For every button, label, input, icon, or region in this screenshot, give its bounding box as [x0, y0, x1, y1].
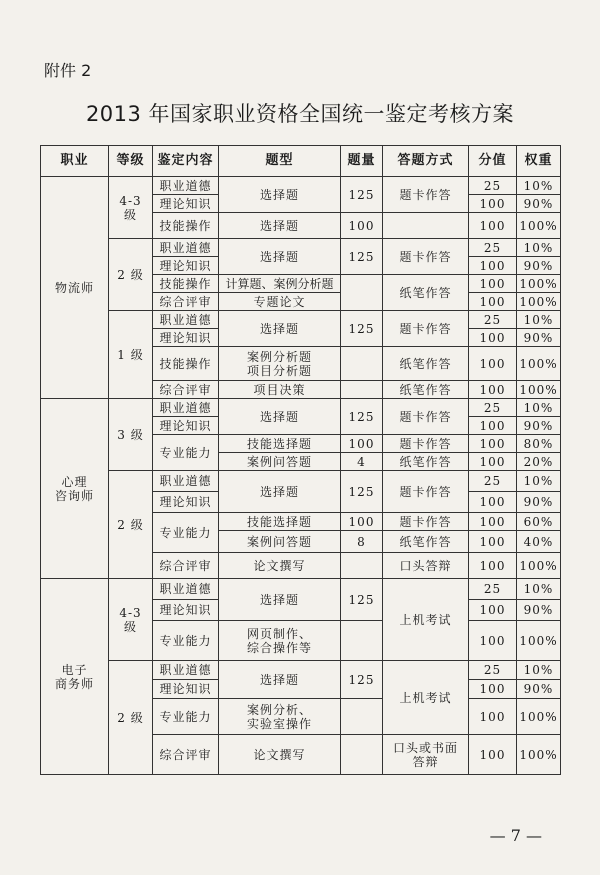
level-cell: 3 级	[109, 399, 153, 471]
assessment-table	[40, 145, 561, 775]
content-cell: 综合评审	[153, 553, 219, 579]
weight-cell: 90%	[517, 680, 561, 699]
header-content: 鉴定内容	[153, 146, 219, 177]
type-cell: 论文撰写	[219, 735, 341, 775]
quantity-cell	[341, 381, 383, 399]
score-cell: 100	[469, 513, 517, 531]
weight-cell: 90%	[517, 417, 561, 435]
quantity-cell: 125	[341, 471, 383, 513]
content-cell: 专业能力	[153, 435, 219, 471]
content-cell: 技能操作	[153, 213, 219, 239]
type-cell: 网页制作、 综合操作等	[219, 621, 341, 661]
type-cell: 选择题	[219, 399, 341, 435]
content-cell: 职业道德	[153, 661, 219, 680]
weight-cell: 10%	[517, 399, 561, 417]
quantity-cell: 125	[341, 177, 383, 213]
content-cell: 职业道德	[153, 177, 219, 195]
type-cell: 论文撰写	[219, 553, 341, 579]
score-cell: 100	[469, 699, 517, 735]
score-cell: 100	[469, 553, 517, 579]
weight-cell: 100%	[517, 347, 561, 381]
header-type: 题型	[219, 146, 341, 177]
score-cell: 100	[469, 329, 517, 347]
weight-cell: 100%	[517, 699, 561, 735]
weight-cell: 10%	[517, 239, 561, 257]
content-cell: 专业能力	[153, 621, 219, 661]
mode-cell: 题卡作答	[383, 239, 469, 275]
type-cell: 案例分析、 实验室操作	[219, 699, 341, 735]
type-cell: 专题论文	[219, 293, 341, 311]
weight-cell: 90%	[517, 492, 561, 513]
mode-cell: 纸笔作答	[383, 453, 469, 471]
weight-cell: 40%	[517, 531, 561, 553]
weight-cell: 100%	[517, 735, 561, 775]
type-cell: 案例问答题	[219, 453, 341, 471]
quantity-cell: 100	[341, 435, 383, 453]
mode-cell: 题卡作答	[383, 435, 469, 453]
type-cell: 选择题	[219, 213, 341, 239]
score-cell: 100	[469, 621, 517, 661]
score-cell: 100	[469, 275, 517, 293]
job-cell: 物流师	[41, 177, 109, 399]
mode-cell: 口头或书面 答辩	[383, 735, 469, 775]
table-row	[41, 239, 561, 257]
level-cell: 1 级	[109, 311, 153, 399]
score-cell: 25	[469, 471, 517, 492]
content-cell: 理论知识	[153, 257, 219, 275]
weight-cell: 100%	[517, 553, 561, 579]
score-cell: 100	[469, 453, 517, 471]
type-cell: 选择题	[219, 471, 341, 513]
score-cell: 25	[469, 399, 517, 417]
score-cell: 25	[469, 311, 517, 329]
mode-cell: 题卡作答	[383, 513, 469, 531]
header-mode: 答题方式	[383, 146, 469, 177]
mode-cell	[383, 213, 469, 239]
quantity-cell	[341, 621, 383, 661]
page-title: 2013 年国家职业资格全国统一鉴定考核方案	[85, 102, 515, 126]
table-row	[41, 311, 561, 329]
content-cell: 职业道德	[153, 579, 219, 600]
level-cell: 2 级	[109, 471, 153, 579]
type-cell: 案例问答题	[219, 531, 341, 553]
mode-cell: 题卡作答	[383, 471, 469, 513]
score-cell: 100	[469, 213, 517, 239]
score-cell: 100	[469, 381, 517, 399]
quantity-cell	[341, 699, 383, 735]
quantity-cell	[341, 735, 383, 775]
quantity-cell: 125	[341, 661, 383, 699]
header-job: 职业	[41, 146, 109, 177]
mode-cell: 纸笔作答	[383, 531, 469, 553]
score-cell: 100	[469, 435, 517, 453]
content-cell: 理论知识	[153, 329, 219, 347]
mode-cell: 纸笔作答	[383, 347, 469, 381]
content-cell: 技能操作	[153, 347, 219, 381]
table-row	[41, 661, 561, 680]
job-cell: 电子 商务师	[41, 579, 109, 775]
type-cell: 选择题	[219, 579, 341, 621]
content-cell: 综合评审	[153, 293, 219, 311]
header-row	[41, 146, 561, 177]
quantity-cell: 4	[341, 453, 383, 471]
mode-cell: 口头答辩	[383, 553, 469, 579]
weight-cell: 10%	[517, 661, 561, 680]
mode-cell: 题卡作答	[383, 399, 469, 435]
weight-cell: 80%	[517, 435, 561, 453]
weight-cell: 100%	[517, 381, 561, 399]
table-row	[41, 471, 561, 492]
quantity-cell: 8	[341, 531, 383, 553]
mode-cell: 纸笔作答	[383, 381, 469, 399]
type-cell: 计算题、案例分析题	[219, 275, 341, 293]
page-number: — 7 —	[489, 826, 542, 845]
content-cell: 职业道德	[153, 399, 219, 417]
type-cell: 技能选择题	[219, 513, 341, 531]
weight-cell: 20%	[517, 453, 561, 471]
weight-cell: 10%	[517, 177, 561, 195]
mode-cell: 题卡作答	[383, 311, 469, 347]
score-cell: 25	[469, 239, 517, 257]
score-cell: 100	[469, 492, 517, 513]
header-weight: 权重	[517, 146, 561, 177]
quantity-cell: 125	[341, 239, 383, 275]
content-cell: 理论知识	[153, 600, 219, 621]
type-cell: 选择题	[219, 661, 341, 699]
content-cell: 理论知识	[153, 417, 219, 435]
weight-cell: 90%	[517, 195, 561, 213]
type-cell: 项目决策	[219, 381, 341, 399]
score-cell: 100	[469, 417, 517, 435]
score-cell: 100	[469, 531, 517, 553]
annex-label: 附件 2	[44, 61, 92, 80]
header-quantity: 题量	[341, 146, 383, 177]
type-cell: 选择题	[219, 239, 341, 275]
type-cell: 选择题	[219, 311, 341, 347]
quantity-cell: 100	[341, 213, 383, 239]
quantity-cell: 100	[341, 513, 383, 531]
content-cell: 专业能力	[153, 699, 219, 735]
score-cell: 100	[469, 735, 517, 775]
score-cell: 100	[469, 600, 517, 621]
content-cell: 理论知识	[153, 680, 219, 699]
weight-cell: 90%	[517, 600, 561, 621]
score-cell: 100	[469, 680, 517, 699]
content-cell: 职业道德	[153, 239, 219, 257]
score-cell: 100	[469, 293, 517, 311]
table-row	[41, 177, 561, 195]
weight-cell: 90%	[517, 257, 561, 275]
score-cell: 25	[469, 177, 517, 195]
quantity-cell	[341, 553, 383, 579]
table-row	[41, 399, 561, 417]
content-cell: 理论知识	[153, 492, 219, 513]
mode-cell: 纸笔作答	[383, 275, 469, 311]
level-cell: 2 级	[109, 239, 153, 311]
weight-cell: 10%	[517, 311, 561, 329]
score-cell: 100	[469, 195, 517, 213]
level-cell: 4-3 级	[109, 579, 153, 661]
content-cell: 理论知识	[153, 195, 219, 213]
table-row	[41, 579, 561, 600]
header-score: 分值	[469, 146, 517, 177]
level-cell: 2 级	[109, 661, 153, 775]
mode-cell: 上机考试	[383, 661, 469, 735]
quantity-cell	[341, 347, 383, 381]
weight-cell: 100%	[517, 213, 561, 239]
weight-cell: 100%	[517, 293, 561, 311]
weight-cell: 90%	[517, 329, 561, 347]
type-cell: 选择题	[219, 177, 341, 213]
content-cell: 专业能力	[153, 513, 219, 553]
job-cell: 心理 咨询师	[41, 399, 109, 579]
score-cell: 25	[469, 579, 517, 600]
mode-cell: 上机考试	[383, 579, 469, 661]
quantity-cell	[341, 275, 383, 311]
quantity-cell: 125	[341, 311, 383, 347]
weight-cell: 60%	[517, 513, 561, 531]
weight-cell: 10%	[517, 471, 561, 492]
content-cell: 综合评审	[153, 381, 219, 399]
content-cell: 职业道德	[153, 471, 219, 492]
weight-cell: 100%	[517, 621, 561, 661]
weight-cell: 100%	[517, 275, 561, 293]
content-cell: 技能操作	[153, 275, 219, 293]
mode-cell: 题卡作答	[383, 177, 469, 213]
type-cell: 技能选择题	[219, 435, 341, 453]
header-level: 等级	[109, 146, 153, 177]
score-cell: 100	[469, 257, 517, 275]
score-cell: 25	[469, 661, 517, 680]
content-cell: 职业道德	[153, 311, 219, 329]
type-cell: 案例分析题 项目分析题	[219, 347, 341, 381]
score-cell: 100	[469, 347, 517, 381]
quantity-cell: 125	[341, 399, 383, 435]
weight-cell: 10%	[517, 579, 561, 600]
level-cell: 4-3 级	[109, 177, 153, 239]
quantity-cell: 125	[341, 579, 383, 621]
content-cell: 综合评审	[153, 735, 219, 775]
